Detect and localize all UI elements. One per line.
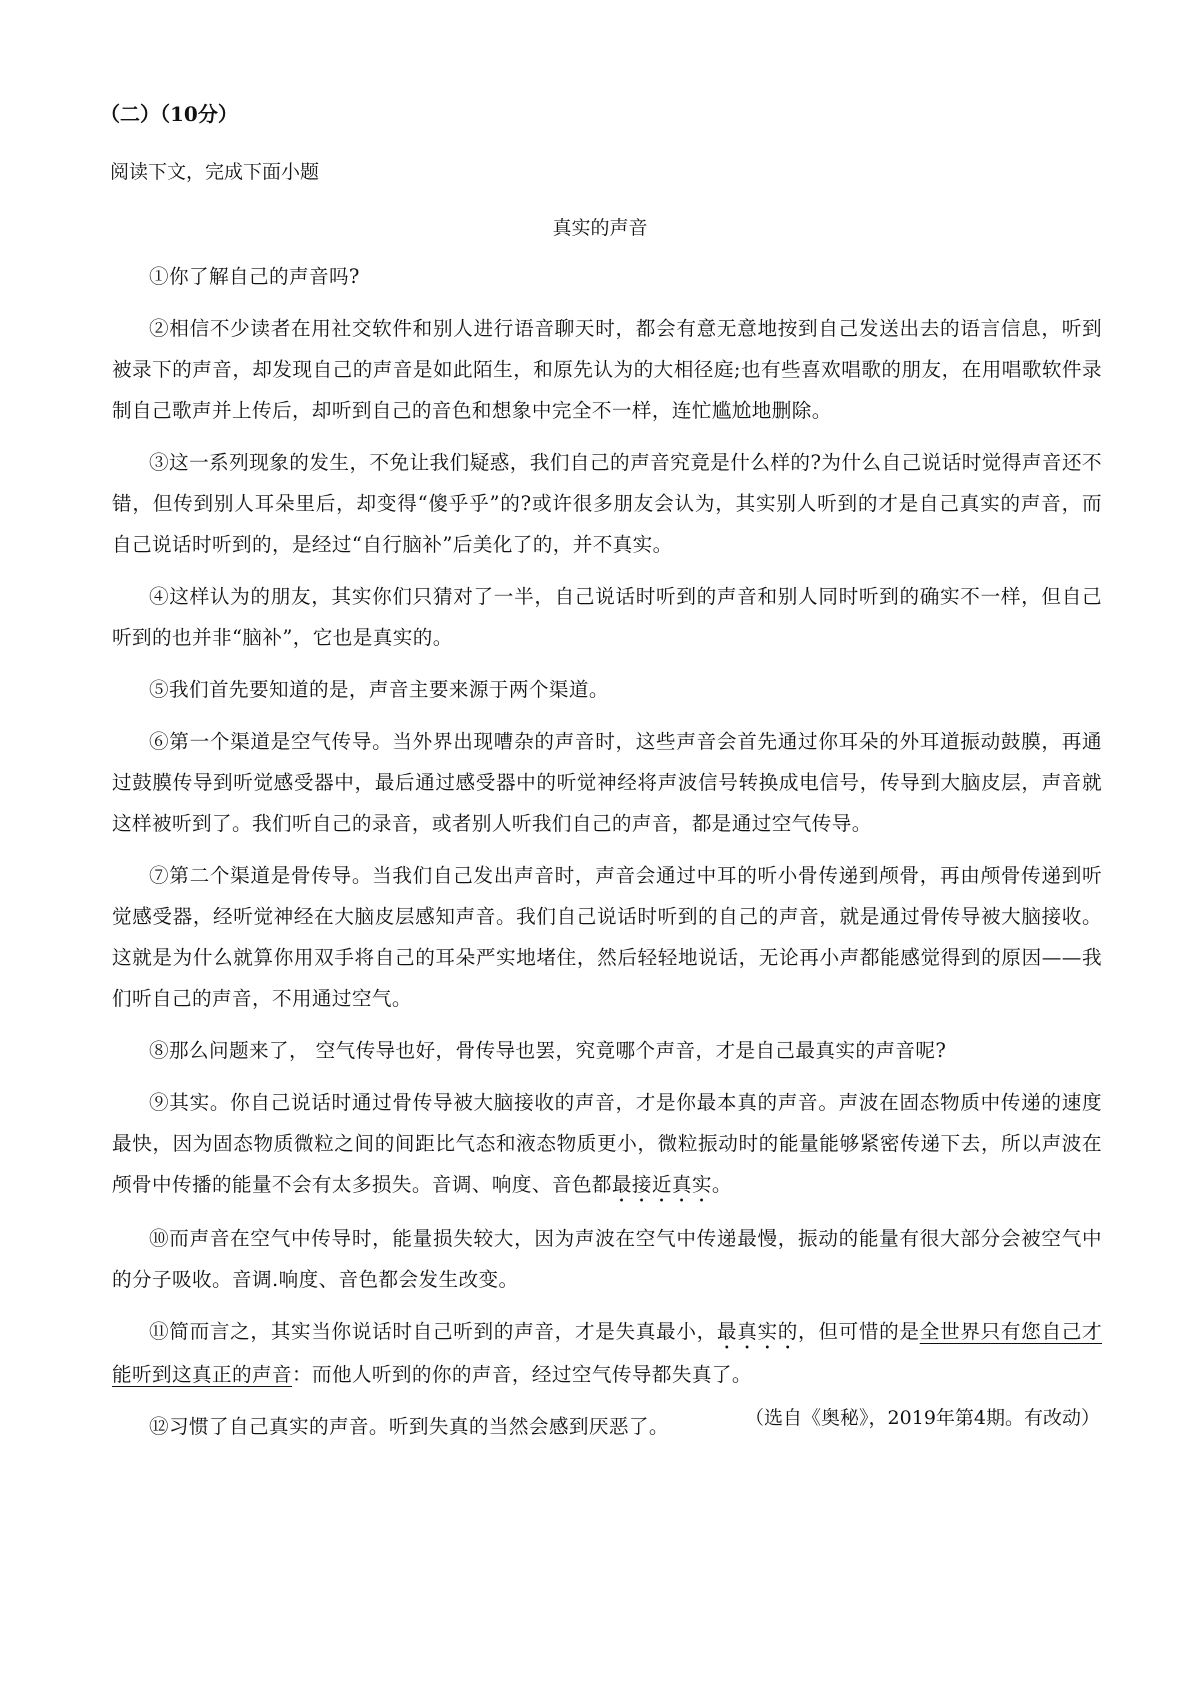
paragraph-8: ⑧那么问题来了， 空气传导也好，骨传导也罢，究竟哪个声音，才是自己最真实的声音呢? [149,1039,947,1062]
paragraph-6: ⑥第一个渠道是空气传导。当外界出现嘈杂的声音时，这些声音会首先通过你耳朵的外耳道振动鼓膜，再通过鼓膜传导到听觉感受器中，最后通过感受器中的听觉神经将声波信号转换成电信号，传导到大脑皮层，声音就这样被听到了。我们听自己的录音，或者别人听我们自己的声音，都是通过空气传导。 [112,730,1102,835]
paragraph-11-text: ⑪简而言之，其实当你说话时自己听到的声音，才是失真最小， [149,1320,717,1343]
section-heading: （二）（10分） [100,102,238,126]
underlined-sentence: 全世界只有您自己才能听到这真正的声音 [112,1320,1103,1386]
emphasis-dotted-phrase: 最接近真实 [611,1173,712,1196]
paragraph-9-end: 。 [711,1173,732,1196]
paragraph-10: ⑩而声音在空气中传导时，能量损失较大，因为声波在空气中传递最慢，振动的能量有很大部分会被空气中的分子吸收。音调.响度、音色都会发生改变。 [112,1227,1102,1291]
paragraph-7: ⑦第二个渠道是骨传导。当我们自己发出声音时，声音会通过中耳的听小骨传递到颅骨，再由颅骨传递到听觉感受器，经听觉神经在大脑皮层感知声音。我们自己说话时听到的自己的声音，就是通过骨传导被大脑接收。这就是为什么就算你用双手将自己的耳朵严实地堵住，然后轻轻地说话，无论再小声都能感觉得到的原因——我们听自己的声音，不用通过空气。 [112,864,1102,1010]
paragraph-9 [112,1082,1102,1207]
paragraph-2: ②相信不少读者在用社交软件和别人进行语音聊天时，都会有意无意地按到自己发送出去的语言信息，听到被录下的声音，却发现自己的声音是如此陌生，和原先认为的大相径庭;也有些喜欢唱歌的朋友，在用唱歌软件录制自己歌声并上传后，却听到自己的音色和想象中完全不一样，连忙尴尬地删除。 [112,317,1102,422]
paragraph-12: ⑫习惯了自己真实的声音。听到失真的当然会感到厌恶了。 [149,1415,669,1438]
paragraph-9-text: ⑨其实。你自己说话时通过骨传导被大脑接收的声音，才是你最本真的声音。声波在固态物质中传递的速度最快，因为固态物质微粒之间的间距比气态和液态物质更小，微粒振动时的能量能够紧密传递下去，所以声波在颅骨中传播的能量不会有太多损失。音调、响度、音色都 [112,1091,1102,1196]
paragraph-11-end: ：而他人听到的你的声音，经过空气传导都失真了。 [291,1363,752,1386]
paragraph-5: ⑤我们首先要知道的是，声音主要来源于两个渠道。 [149,678,609,701]
reading-instruction: 阅读下文，完成下面小题 [110,161,320,183]
paragraph-11-mid: ，但可惜的是 [798,1320,920,1343]
paragraph-3: ③这一系列现象的发生，不免让我们疑惑，我们自己的声音究竟是什么样的?为什么自己说话时觉得声音还不错，但传到别人耳朵里后，却变得“傻乎乎”的?或许很多朋友会认为，其实别人听到的才是自己真实的声音，而自己说话时听到的，是经过“自行脑补”后美化了的，并不真实。 [112,451,1102,556]
emphasis-dotted-phrase-2: 最真实的 [716,1320,799,1343]
article-title: 真实的声音 [552,217,648,239]
paragraph-4: ④这样认为的朋友，其实你们只猜对了一半，自己说话时听到的声音和别人同时听到的确实不一样，但自己听到的也并非“脑补”，它也是真实的。 [112,585,1102,649]
source-citation: （选自《奥秘》，2019年第4期。有改动） [745,1407,1100,1429]
paragraph-11 [112,1311,1102,1395]
paragraph-1: ①你了解自己的声音吗? [149,265,360,288]
article-body [112,256,1102,1458]
